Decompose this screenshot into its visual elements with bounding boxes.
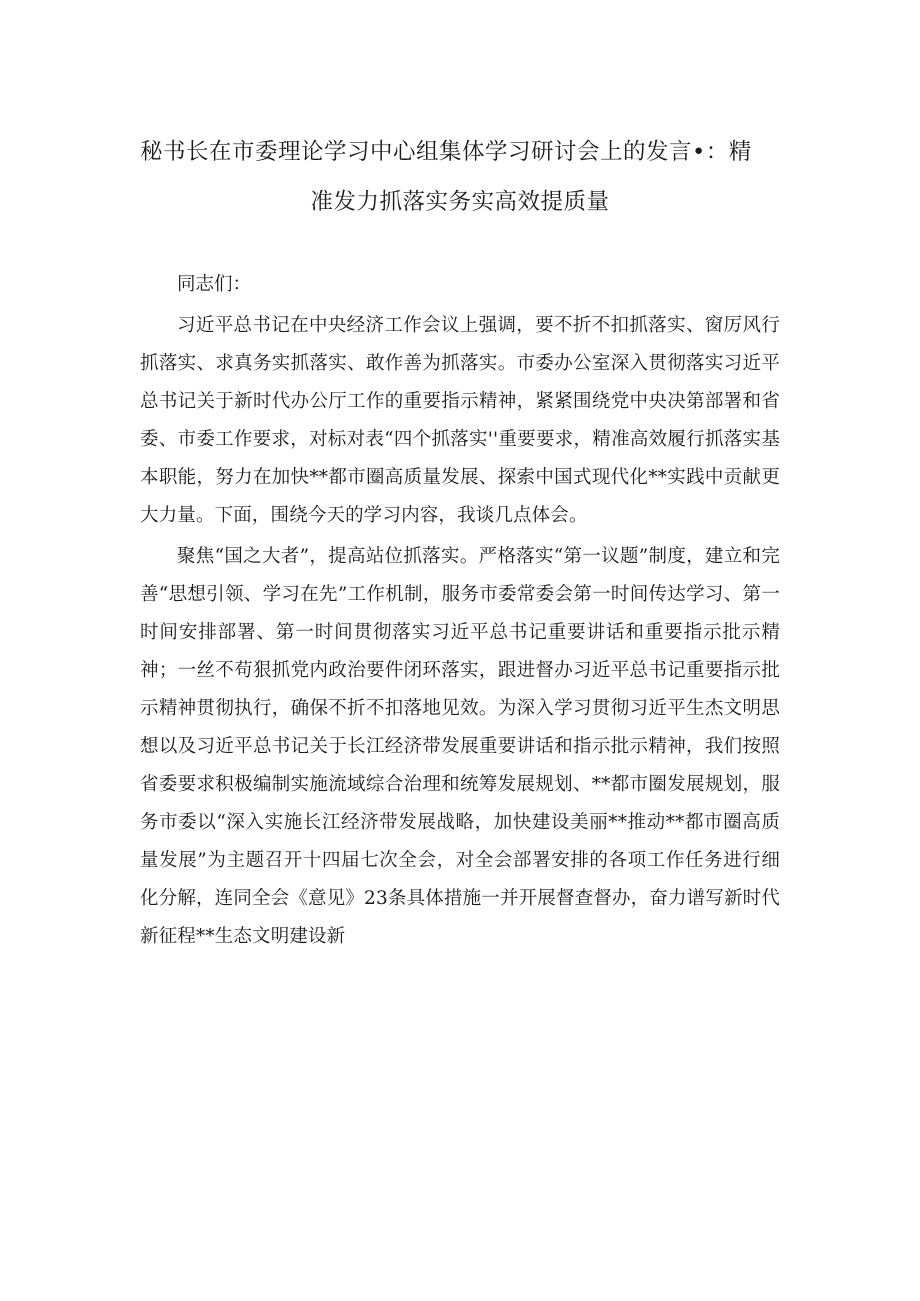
document-title [140,127,780,227]
document-body [140,266,780,956]
title-line-2: 准发力抓落实务实高效提质量 [310,189,610,215]
paragraph-2: 聚焦“国之大者”，提高站位抓落实。严格落实“第一议题”制度，建立和完善“思想引领、学习在先”工作机制，服务市委常委会第一时间传达学习、第一时间安排部署、第一时间贯彻落实习近平总书记重要讲话和重要指示批示精神；一丝不苟狠抓党内政治要件闭环落实，跟进督办习近平总书记重要指示批示精神贯彻执行，确保不折不扣落地见效。为深入学习贯彻习近平生杰文明思想以及习近平总书记关于长江经济带发展重要讲话和指示批示精神，我们按照省委要求积极编制实施流域综合治理和统筹发展规划、**都市圈发展规划，服务市委以“深入实施长江经济带发展战略，加快建设美丽**推动**都市圈高质量发展”为主题召开十四届七次全会，对全会部署安排的各项工作任务进行细化分解，连同全会《意见》23条具体措施一并开展督查督办，奋力谱写新时代新征程**生态文明建设新 [140,546,780,947]
salutation: 同志们： [177,274,252,295]
paragraph-1: 习近平总书记在中央经济工作会议上强调，要不折不扣抓落实、窗厉风行抓落实、求真务实抓落实、敢作善为抓落实。市委办公室深入贯彻落实习近平总书记关于新时代办公厅工作的重要指示精神，紧紧围绕党中央决第部署和省委、市委工作要求，对标对表“四个抓落实''重要要求，精准高效履行抓落实基本职能，努力在加快**都市圈高质量发展、探索中国式现代化**实践中贡献更大力量。下面，围绕今天的学习内容，我谈几点体会。 [140,315,780,526]
title-line-1: 秘书长在市委理论学习中心组集体学习研讨会上的发言•：精 [140,139,752,165]
